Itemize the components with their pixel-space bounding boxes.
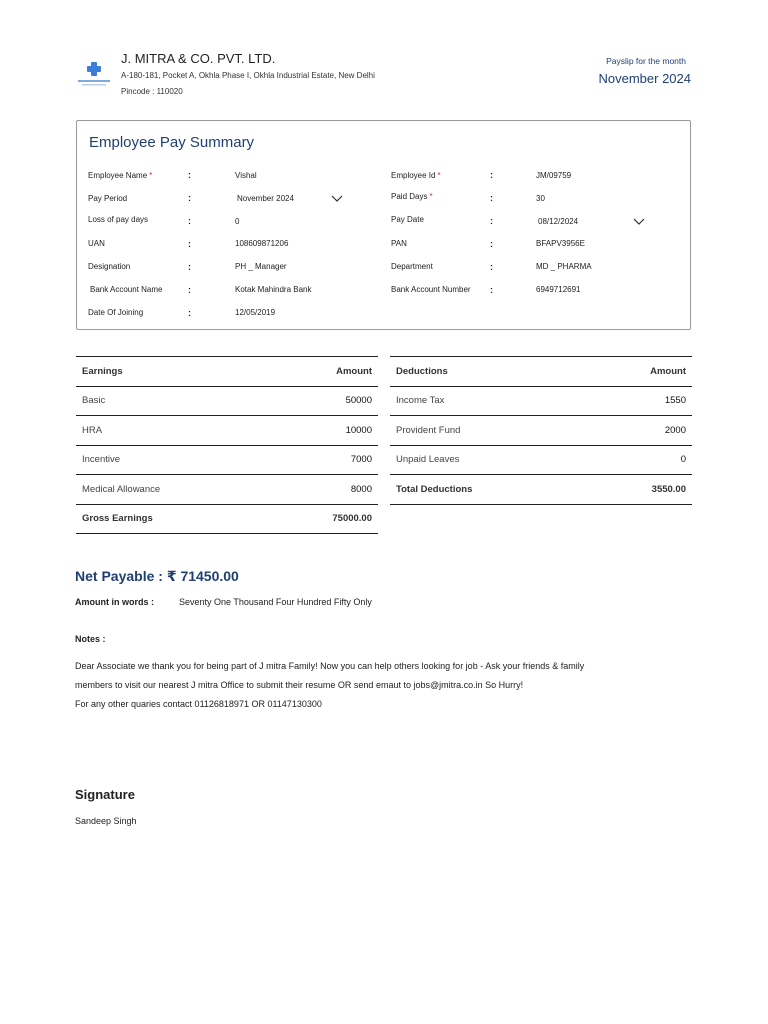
amount-header: Amount xyxy=(586,357,692,387)
signature-label: Signature xyxy=(75,787,135,802)
payslip-label: Payslip for the month xyxy=(606,56,686,66)
employee-id-value: JM/09759 xyxy=(536,171,572,180)
company-logo xyxy=(76,58,112,88)
colon: : xyxy=(188,216,191,226)
notes-line: members to visit our nearest J mitra Office to submit their resume OR send emaut to jobs@jmitra.co.in So Hurry! xyxy=(75,680,524,690)
table-header-row xyxy=(390,357,692,387)
table-row xyxy=(76,475,378,505)
required-mark: * xyxy=(437,171,441,180)
chevron-down-icon[interactable] xyxy=(633,218,645,226)
employee-name-value: Vishal xyxy=(235,171,257,180)
earnings-table xyxy=(76,356,378,534)
designation-label: Designation xyxy=(88,262,131,271)
earnings-header: Earnings xyxy=(76,357,268,387)
table-row xyxy=(76,386,378,416)
table-header-row xyxy=(76,357,378,387)
pay-period-value[interactable]: November 2024 xyxy=(237,194,294,203)
company-pincode: Pincode : 110020 xyxy=(121,87,183,96)
company-address: A-180-181, Pocket A, Okhla Phase I, Okhla Industrial Estate, New Delhi xyxy=(121,71,375,80)
pay-date-value[interactable]: 08/12/2024 xyxy=(538,217,579,226)
employee-name-label: Employee Name * xyxy=(88,171,153,180)
company-name: J. MITRA & CO. PVT. LTD. xyxy=(121,51,276,66)
pay-period-label: Pay Period xyxy=(88,194,128,203)
department-label: Department xyxy=(391,262,433,271)
bank-account-name-value: Kotak Mahindra Bank xyxy=(235,285,312,294)
date-of-joining-value: 12/05/2019 xyxy=(235,308,276,317)
colon: : xyxy=(490,193,493,203)
employee-pay-summary xyxy=(76,120,691,330)
bank-account-number-value: 6949712691 xyxy=(536,285,581,294)
earning-amount: 10000 xyxy=(268,416,378,446)
bank-account-number-label: Bank Account Number xyxy=(391,285,471,294)
required-mark: * xyxy=(149,171,153,180)
amount-in-words-value: Seventy One Thousand Four Hundred Fifty Only xyxy=(179,597,372,607)
amount-header: Amount xyxy=(268,357,378,387)
deduction-amount: 1550 xyxy=(586,386,692,416)
pan-value: BFAPV3956E xyxy=(536,239,585,248)
table-total-row xyxy=(76,504,378,534)
gross-earnings-label: Gross Earnings xyxy=(76,504,268,534)
earning-label: Basic xyxy=(76,386,268,416)
deductions-header: Deductions xyxy=(390,357,586,387)
gross-earnings-amount: 75000.00 xyxy=(268,504,378,534)
colon: : xyxy=(188,262,191,272)
table-row xyxy=(390,416,692,446)
table-row xyxy=(390,445,692,475)
bank-account-name-label: Bank Account Name xyxy=(90,285,163,294)
uan-label: UAN xyxy=(88,239,105,248)
chevron-down-icon[interactable] xyxy=(331,195,343,203)
earning-amount: 7000 xyxy=(268,445,378,475)
colon: : xyxy=(188,193,191,203)
uan-value: 108609871206 xyxy=(235,239,289,248)
colon: : xyxy=(188,308,191,318)
deduction-label: Unpaid Leaves xyxy=(390,445,586,475)
colon: : xyxy=(188,239,191,249)
earning-amount: 8000 xyxy=(268,475,378,505)
total-deductions-amount: 3550.00 xyxy=(586,475,692,505)
payslip-month: November 2024 xyxy=(598,71,691,86)
notes-body xyxy=(75,657,695,714)
colon: : xyxy=(188,285,191,295)
deduction-amount: 2000 xyxy=(586,416,692,446)
paid-days-value: 30 xyxy=(536,194,545,203)
earning-label: HRA xyxy=(76,416,268,446)
notes-label: Notes : xyxy=(75,634,106,644)
table-row xyxy=(76,445,378,475)
earning-label: Medical Allowance xyxy=(76,475,268,505)
paid-days-label: Paid Days * xyxy=(391,192,433,201)
deduction-amount: 0 xyxy=(586,445,692,475)
loss-of-pay-days-value: 0 xyxy=(235,217,240,226)
department-value: MD _ PHARMA xyxy=(536,262,592,271)
notes-line: Dear Associate we thank you for being part of J mitra Family! Now you can help others looking for job - Ask your friends & family xyxy=(75,661,585,671)
earning-label: Incentive xyxy=(76,445,268,475)
net-payable: Net Payable : ₹ 71450.00 xyxy=(75,568,239,584)
table-row xyxy=(76,416,378,446)
deduction-label: Provident Fund xyxy=(390,416,586,446)
colon: : xyxy=(188,170,191,180)
deductions-table xyxy=(390,356,692,505)
signatory-name: Sandeep Singh xyxy=(75,816,137,826)
colon: : xyxy=(490,239,493,249)
required-mark: * xyxy=(429,192,433,201)
date-of-joining-label: Date Of Joining xyxy=(88,308,144,317)
deduction-label: Income Tax xyxy=(390,386,586,416)
summary-title: Employee Pay Summary xyxy=(89,134,255,151)
employee-id-label: Employee Id * xyxy=(391,171,441,180)
colon: : xyxy=(490,262,493,272)
colon: : xyxy=(490,216,493,226)
table-total-row xyxy=(390,475,692,505)
colon: : xyxy=(490,170,493,180)
earning-amount: 50000 xyxy=(268,386,378,416)
loss-of-pay-days-label: Loss of pay days xyxy=(88,215,149,224)
colon: : xyxy=(490,285,493,295)
amount-in-words-label: Amount in words : xyxy=(75,597,154,607)
table-row xyxy=(390,386,692,416)
designation-value: PH _ Manager xyxy=(235,262,287,271)
notes-line: For any other quaries contact 01126818971 OR 01147130300 xyxy=(75,699,322,709)
pan-label: PAN xyxy=(391,239,407,248)
pay-date-label: Pay Date xyxy=(391,215,424,224)
plus-cross-logo-icon xyxy=(87,62,101,76)
total-deductions-label: Total Deductions xyxy=(390,475,586,505)
